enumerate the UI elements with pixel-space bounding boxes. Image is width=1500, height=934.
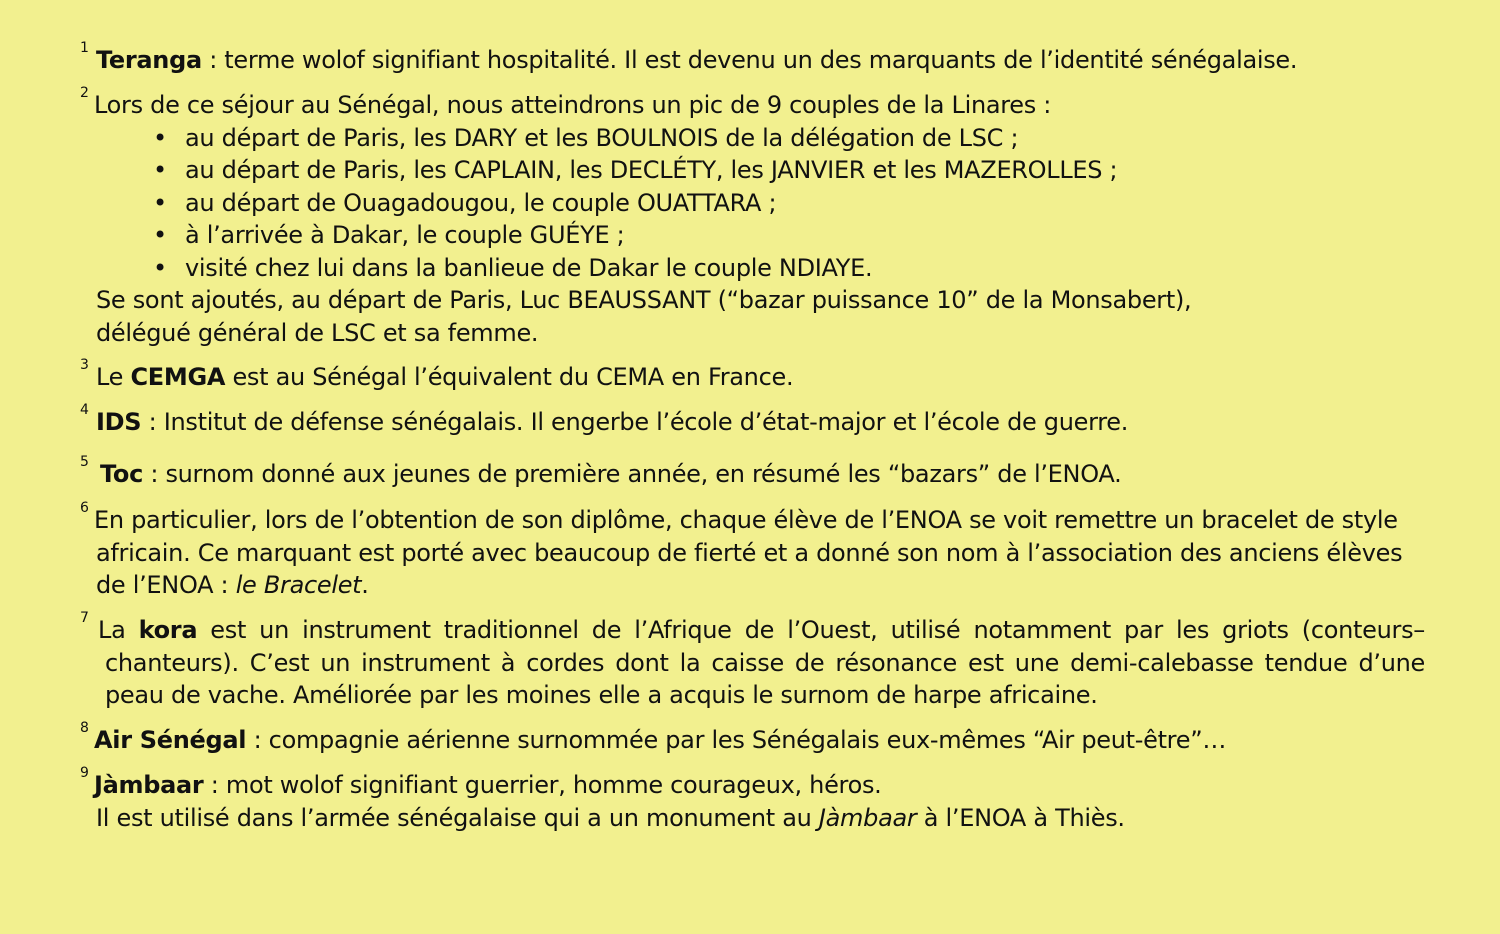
list-item-text: au départ de Paris, les CAPLAIN, les DECLÉTY, les JANVIER et les MAZEROLLES ; [185, 156, 1118, 184]
list-item-text: à l’arrivée à Dakar, le couple GUÉYE ; [185, 221, 625, 249]
footnote-text: : surnom donné aux jeunes de première année, en résumé les “bazars” de l’ENOA. [143, 460, 1122, 488]
footnote-9 [80, 765, 1425, 834]
footnote-term: Toc [100, 460, 143, 488]
footnote-text: à l’ENOA à Thiès. [916, 803, 1125, 832]
footnote-text: : mot wolof signifiant guerrier, homme courageux, héros. [203, 771, 882, 799]
footnote-text: est au Sénégal l’équivalent du CEMA en France. [225, 363, 794, 391]
list-item [80, 122, 1425, 155]
footnote-outro: délégué général de LSC et sa femme. [96, 318, 539, 347]
bullet-icon: • [153, 221, 167, 249]
footnote-term: kora [138, 616, 198, 644]
footnote-text: Le [96, 363, 131, 391]
footnote-8 [80, 720, 1425, 757]
footnote-number: 2 [80, 85, 89, 101]
footnote-text: La [98, 616, 139, 644]
footnote-text: Il est utilisé dans l’armée sénégalaise qui a un monument au [96, 803, 819, 832]
footnote-7 [80, 610, 1426, 712]
footnote-line [80, 44, 1425, 77]
footnote-line: chanteurs). C’est un instrument à cordes dont la caisse de résonance est une demi-calebasse tendue d’une [105, 648, 1425, 677]
footnote-line [80, 361, 1425, 394]
footnote-6 [80, 500, 1425, 602]
footnote-number: 4 [80, 402, 89, 418]
footnote-line [80, 614, 1425, 647]
footnote-number: 3 [80, 357, 89, 373]
footnote-number: 5 [80, 454, 89, 470]
footnote-2 [80, 85, 1425, 349]
list-item-text: visité chez lui dans la banlieue de Dakar le couple NDIAYE. [185, 253, 873, 282]
footnote-line: peau de vache. Améliorée par les moines elle a acquis le surnom de harpe africaine. [105, 681, 1098, 709]
footnote-5 [80, 454, 1425, 491]
footnote-number: 1 [80, 40, 89, 56]
footnote-line: africain. Ce marquant est porté avec beaucoup de fierté et a donné son nom à l’association des anciens élèves [96, 538, 1403, 567]
footnote-text: de l’ENOA : [96, 571, 236, 599]
footnote-line [80, 569, 1425, 602]
footnote-text: . [361, 571, 369, 599]
footnote-text: : terme wolof signifiant hospitalité. Il est devenu un des marquants de l’identité sénégalaise. [201, 46, 1298, 74]
footnote-term: IDS [96, 408, 142, 436]
footnote-text: : Institut de défense sénégalais. Il engerbe l’école d’état-major et l’école de guerre. [141, 408, 1129, 436]
couples-list [80, 122, 1425, 285]
footnote-text: : compagnie aérienne surnommée par les Sénégalais eux-mêmes “Air peut-être”… [246, 726, 1227, 754]
list-item [80, 219, 1425, 252]
footnote-4 [80, 402, 1425, 439]
bullet-icon: • [153, 156, 167, 184]
footnote-intro: Lors de ce séjour au Sénégal, nous atteindrons un pic de 9 couples de la Linares : [94, 91, 1052, 119]
footnote-3 [80, 357, 1425, 394]
association-name: le Bracelet [235, 571, 362, 599]
footnote-line [80, 406, 1425, 439]
footnote-number: 8 [80, 720, 89, 736]
footnote-term: Air Sénégal [94, 726, 247, 754]
footnote-number: 7 [80, 610, 89, 626]
footnote-line: En particulier, lors de l’obtention de son diplôme, chaque élève de l’ENOA se voit remettre un bracelet de style [94, 506, 1398, 534]
list-item-text: au départ de Paris, les DARY et les BOULNOIS de la délégation de LSC ; [185, 123, 1019, 152]
footnote-line [80, 802, 1425, 835]
footnote-outro: Se sont ajoutés, au départ de Paris, Luc BEAUSSANT (“bazar puissance 10” de la Monsabert), [96, 286, 1192, 314]
footnote-number: 9 [80, 765, 89, 781]
list-item [80, 187, 1425, 220]
footnote-number: 6 [80, 500, 89, 516]
bullet-icon: • [153, 188, 167, 217]
footnote-line [80, 458, 1425, 491]
footnote-line [80, 724, 1425, 757]
footnote-term: Jàmbaar [94, 771, 204, 799]
footnote-term: Teranga [96, 46, 202, 74]
footnote-1 [80, 40, 1425, 77]
monument-name: Jàmbaar [818, 803, 917, 832]
list-item [80, 154, 1425, 187]
footnote-text: est un instrument traditionnel de l’Afrique de l’Ouest, utilisé notamment par les griots (conteurs– [197, 616, 1426, 644]
list-item [80, 252, 1425, 285]
footnote-term: CEMGA [130, 363, 226, 391]
bullet-icon: • [153, 123, 167, 152]
list-item-text: au départ de Ouagadougou, le couple OUATTARA ; [185, 188, 777, 217]
footnote-line [80, 769, 1425, 802]
bullet-icon: • [153, 253, 167, 282]
